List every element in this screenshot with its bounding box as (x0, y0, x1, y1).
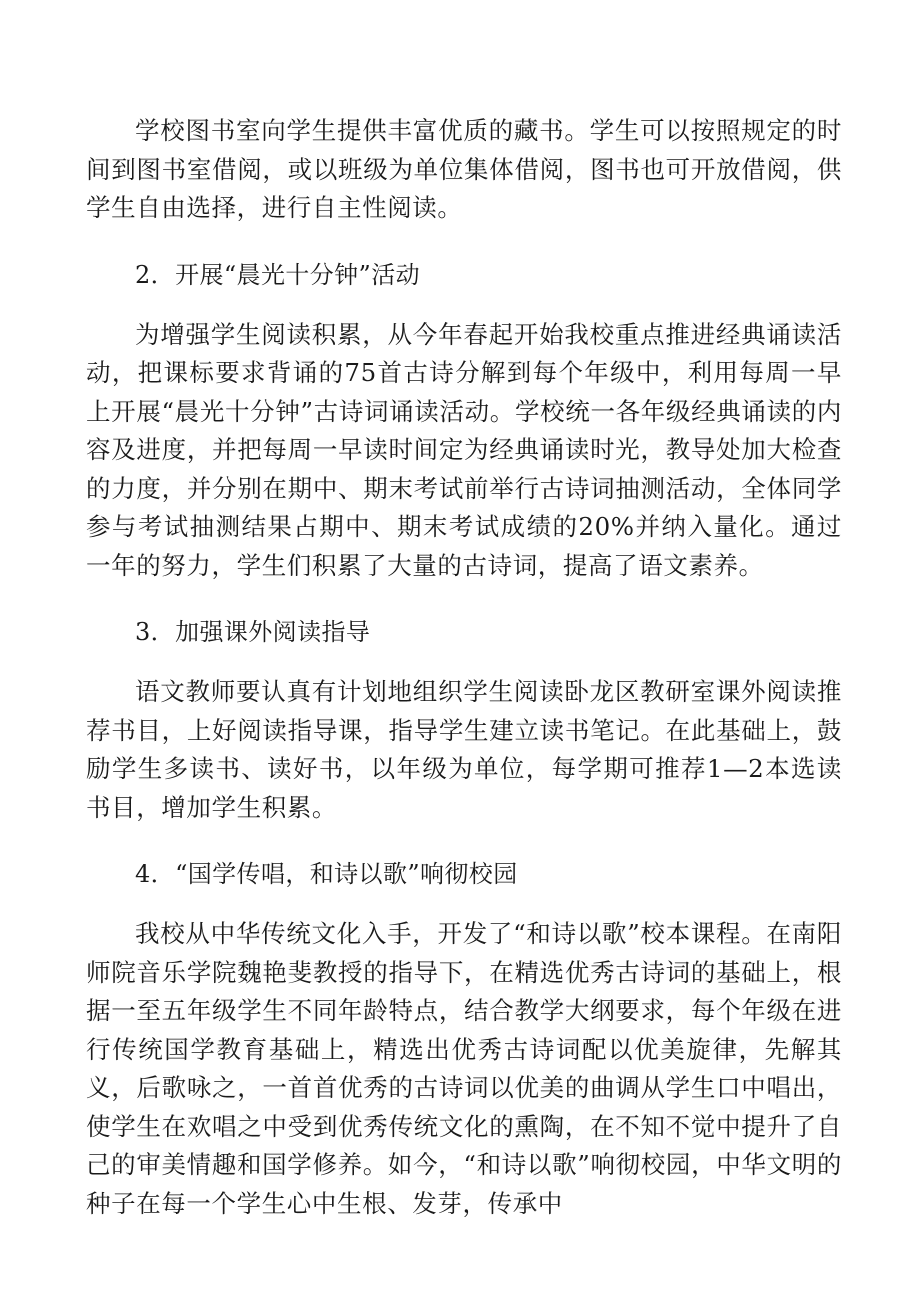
section-heading-extracurricular-reading: 3．加强课外阅读指导 (135, 618, 371, 646)
paragraph-reading-guidance: 语文教师要认真有计划地组织学生阅读卧龙区教研室课外阅读推荐书目，上好阅读指导课，指导学生建立读书笔记。在此基础上，鼓励学生多读书、读好书，以年级为单位，每学期可推荐1—2本选读书目，增加学生积累。 (86, 677, 842, 822)
paragraph-library-reading: 学校图书室向学生提供丰富优质的藏书。学生可以按照规定的时间到图书室借阅，或以班级为单位集体借阅，图书也可开放借阅，供学生自由选择，进行自主性阅读。 (86, 116, 842, 222)
document-body (86, 112, 842, 1223)
paragraph-poetry-songs-course: 我校从中华传统文化入手，开发了“和诗以歌”校本课程。在南阳师院音乐学院魏艳斐教授的指导下，在精选优秀古诗词的基础上，根据一至五年级学生不同年龄特点，结合教学大纲要求，每个年级在进行传统国学教育基础上，精选出优秀古诗词配以优美旋律，先解其义，后歌咏之，一首首优秀的古诗词以优美的曲调从学生口中唱出，使学生在欢唱之中受到优秀传统文化的熏陶，在不知不觉中提升了自己的审美情趣和国学修养。如今，“和诗以歌”响彻校园，中华文明的种子在每一个学生心中生根、发芽，传承中 (86, 919, 842, 1218)
section-heading-morning-ten-minutes: 2．开展“晨光十分钟”活动 (135, 260, 421, 289)
section-heading-sinology-singing: 4．“国学传唱，和诗以歌”响彻校园 (135, 860, 518, 888)
paragraph-classic-recitation: 为增强学生阅读积累，从今年春起开始我校重点推进经典诵读活动，把课标要求背诵的75首古诗分解到每个年级中，利用每周一早上开展“晨光十分钟”古诗词诵读活动。学校统一各年级经典诵读的内容及进度，并把每周一早读时间定为经典诵读时光，教导处加大检查的力度，并分别在期中、期末考试前举行古诗词抽测活动，全体同学参与考试抽测结果占期中、期末考试成绩的20%并纳入量化。通过一年的努力，学生们积累了大量的古诗词，提高了语文素养。 (86, 319, 842, 580)
